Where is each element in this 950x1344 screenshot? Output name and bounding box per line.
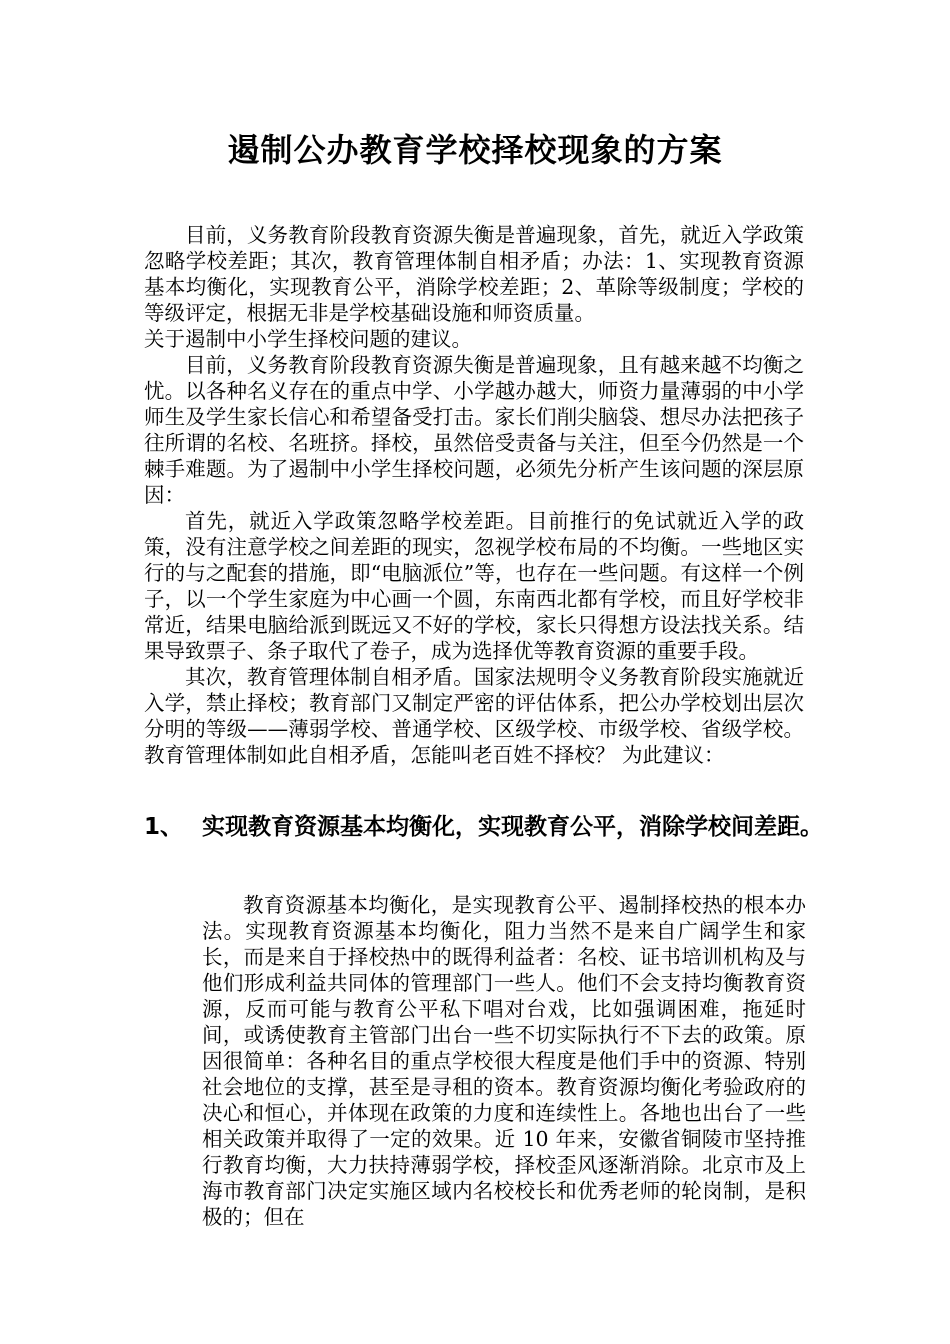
section-heading-1 <box>144 802 824 852</box>
paragraph-subtitle: 关于遏制中小学生择校问题的建议。 <box>144 327 472 351</box>
paragraph-second-cause: 其次，教育管理体制自相矛盾。国家法规明令义务教育阶段实施就近入学，禁止择校；教育部门又制定严密的评估体系，把公办学校划出层次分明的等级——薄弱学校、普通学校、区级学校、市级学校、省级学校。教育管理体制如此自相矛盾，怎能叫老百姓不择校？ 为此建议： <box>144 665 804 767</box>
section-body <box>202 892 806 1230</box>
paragraph-summary: 目前，义务教育阶段教育资源失衡是普遍现象，首先，就近入学政策忽略学校差距；其次，教育管理体制自相矛盾；办法：1、实现教育资源基本均衡化，实现教育公平，消除学校差距；2、革除等级制度；学校的等级评定，根据无非是学校基础设施和师资质量。 <box>144 223 804 325</box>
paragraph-intro: 目前，义务教育阶段教育资源失衡是普遍现象，且有越来越不均衡之忧。以各种名义存在的重点中学、小学越办越大，师资力量薄弱的中小学师生及学生家长信心和希望备受打击。家长们削尖脑袋、想尽办法把孩子往所谓的名校、名班挤。择校，虽然倍受责备与关注，但至今仍然是一个棘手难题。为了遏制中小学生择校问题，必须先分析产生该问题的深层原因： <box>144 353 804 507</box>
section-heading-text: 实现教育资源基本均衡化，实现教育公平，消除学校间差距。 <box>202 814 823 840</box>
document-body <box>144 222 804 768</box>
paragraph-section-1: 教育资源基本均衡化，是实现教育公平、遏制择校热的根本办法。实现教育资源基本均衡化，阻力当然不是来自广阔学生和家长，而是来自于择校热中的既得利益者：名校、证书培训机构及与他们形成利益共同体的管理部门一些人。他们不会支持均衡教育资源，反而可能与教育公平私下唱对台戏，比如强调困难，拖延时间，或诱使教育主管部门出台一些不切实际执行不下去的政策。原因很简单：各种名目的重点学校很大程度是他们手中的资源、特别社会地位的支撑，甚至是寻租的资本。教育资源均衡化考验政府的决心和恒心，并体现在政策的力度和连续性上。各地也出台了一些相关政策并取得了一定的效果。近 10 年来，安徽省铜陵市坚持推行教育均衡，大力扶持薄弱学校，择校歪风逐渐消除。北京市及上海市教育部门决定实施区域内名校校长和优秀老师的轮岗制，是积极的；但在 <box>202 893 806 1229</box>
section-number: 1、 <box>144 814 184 840</box>
paragraph-first-cause: 首先，就近入学政策忽略学校差距。目前推行的免试就近入学的政策，没有注意学校之间差距的现实，忽视学校布局的不均衡。一些地区实行的与之配套的措施，即“电脑派位”等，也存在一些问题。有这样一个例子，以一个学生家庭为中心画一个圆，东南西北都有学校，而且好学校非常近，结果电脑给派到既远又不好的学校，家长只得想方设法找关系。结果导致票子、条子取代了卷子，成为选择优等教育资源的重要手段。 <box>144 509 804 663</box>
document-title: 遏制公办教育学校择校现象的方案 <box>227 131 723 169</box>
